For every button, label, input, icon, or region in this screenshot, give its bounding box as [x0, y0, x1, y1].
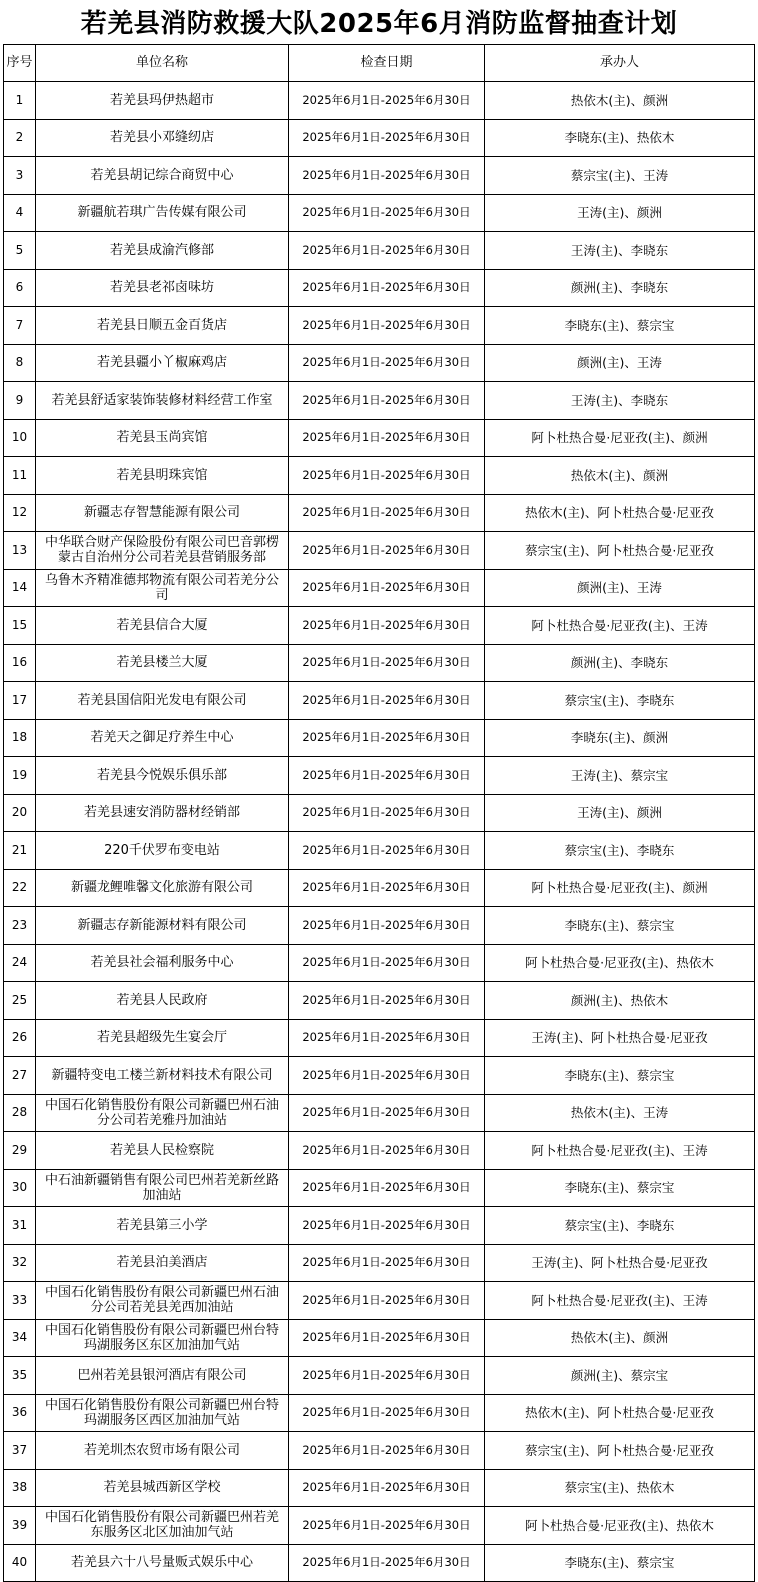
table-row	[4, 307, 755, 345]
cell-inspection-date: 2025年6月1日-2025年6月30日	[289, 532, 485, 570]
cell-responsible-person: 蔡宗宝(主)、热依木	[485, 1469, 755, 1507]
cell-serial-number: 27	[4, 1057, 36, 1095]
cell-unit-name: 若羌县老祁卤味坊	[36, 269, 289, 307]
cell-unit-name: 若羌县疆小丫椒麻鸡店	[36, 344, 289, 382]
cell-inspection-date: 2025年6月1日-2025年6月30日	[289, 157, 485, 195]
cell-serial-number: 34	[4, 1319, 36, 1357]
cell-serial-number: 17	[4, 682, 36, 720]
cell-inspection-date: 2025年6月1日-2025年6月30日	[289, 1169, 485, 1207]
table-row	[4, 757, 755, 795]
cell-unit-name: 若羌圳杰农贸市场有限公司	[36, 1432, 289, 1470]
table-row	[4, 1244, 755, 1282]
cell-serial-number: 14	[4, 569, 36, 607]
cell-responsible-person: 李晓东(主)、蔡宗宝	[485, 307, 755, 345]
cell-inspection-date: 2025年6月1日-2025年6月30日	[289, 344, 485, 382]
cell-inspection-date: 2025年6月1日-2025年6月30日	[289, 832, 485, 870]
cell-unit-name: 新疆龙鲤唯馨文化旅游有限公司	[36, 869, 289, 907]
cell-serial-number: 21	[4, 832, 36, 870]
table-row	[4, 419, 755, 457]
cell-serial-number: 12	[4, 494, 36, 532]
table-row	[4, 982, 755, 1020]
cell-unit-name: 若羌县社会福利服务中心	[36, 944, 289, 982]
cell-serial-number: 3	[4, 157, 36, 195]
cell-responsible-person: 阿卜杜热合曼·尼亚孜(主)、颜洲	[485, 869, 755, 907]
cell-serial-number: 38	[4, 1469, 36, 1507]
table-row	[4, 1507, 755, 1545]
cell-unit-name: 若羌县国信阳光发电有限公司	[36, 682, 289, 720]
cell-inspection-date: 2025年6月1日-2025年6月30日	[289, 269, 485, 307]
cell-unit-name: 新疆志存智慧能源有限公司	[36, 494, 289, 532]
cell-responsible-person: 李晓东(主)、热依木	[485, 119, 755, 157]
cell-unit-name: 巴州若羌县银河酒店有限公司	[36, 1357, 289, 1395]
table-row	[4, 907, 755, 945]
table-body	[4, 82, 755, 1582]
cell-unit-name: 若羌县楼兰大厦	[36, 644, 289, 682]
cell-inspection-date: 2025年6月1日-2025年6月30日	[289, 1507, 485, 1545]
table-row	[4, 494, 755, 532]
table-row	[4, 1207, 755, 1245]
table-row	[4, 832, 755, 870]
cell-serial-number: 26	[4, 1019, 36, 1057]
cell-unit-name: 若羌县舒适家装饰装修材料经营工作室	[36, 382, 289, 420]
cell-unit-name: 中国石化销售股份有限公司新疆巴州台特玛湖服务区东区加油加气站	[36, 1319, 289, 1357]
cell-unit-name: 若羌县明珠宾馆	[36, 457, 289, 495]
cell-inspection-date: 2025年6月1日-2025年6月30日	[289, 1094, 485, 1132]
cell-inspection-date: 2025年6月1日-2025年6月30日	[289, 1019, 485, 1057]
cell-serial-number: 22	[4, 869, 36, 907]
cell-serial-number: 33	[4, 1282, 36, 1320]
header-unit-name: 单位名称	[36, 45, 289, 82]
table-row	[4, 1019, 755, 1057]
cell-responsible-person: 王涛(主)、李晓东	[485, 382, 755, 420]
table-row	[4, 232, 755, 270]
cell-responsible-person: 蔡宗宝(主)、李晓东	[485, 832, 755, 870]
cell-responsible-person: 王涛(主)、颜洲	[485, 794, 755, 832]
cell-unit-name: 若羌县玉尚宾馆	[36, 419, 289, 457]
cell-responsible-person: 热依木(主)、阿卜杜热合曼·尼亚孜	[485, 494, 755, 532]
cell-serial-number: 23	[4, 907, 36, 945]
cell-serial-number: 40	[4, 1544, 36, 1582]
cell-responsible-person: 李晓东(主)、颜洲	[485, 719, 755, 757]
cell-serial-number: 37	[4, 1432, 36, 1470]
cell-responsible-person: 热依木(主)、颜洲	[485, 457, 755, 495]
table-row	[4, 682, 755, 720]
table-row	[4, 1544, 755, 1582]
cell-unit-name: 若羌县速安消防器材经销部	[36, 794, 289, 832]
cell-responsible-person: 颜洲(主)、热依木	[485, 982, 755, 1020]
cell-unit-name: 若羌县小邓缝纫店	[36, 119, 289, 157]
cell-inspection-date: 2025年6月1日-2025年6月30日	[289, 419, 485, 457]
cell-responsible-person: 阿卜杜热合曼·尼亚孜(主)、王涛	[485, 1282, 755, 1320]
cell-serial-number: 18	[4, 719, 36, 757]
table-row	[4, 794, 755, 832]
cell-responsible-person: 王涛(主)、颜洲	[485, 194, 755, 232]
table-row	[4, 644, 755, 682]
table-row	[4, 532, 755, 570]
table-row	[4, 569, 755, 607]
cell-responsible-person: 王涛(主)、蔡宗宝	[485, 757, 755, 795]
cell-unit-name: 若羌县胡记综合商贸中心	[36, 157, 289, 195]
cell-unit-name: 中国石化销售股份有限公司新疆巴州石油分公司若羌雅丹加油站	[36, 1094, 289, 1132]
cell-responsible-person: 李晓东(主)、蔡宗宝	[485, 1057, 755, 1095]
cell-responsible-person: 阿卜杜热合曼·尼亚孜(主)、热依木	[485, 944, 755, 982]
cell-serial-number: 11	[4, 457, 36, 495]
cell-responsible-person: 热依木(主)、阿卜杜热合曼·尼亚孜	[485, 1394, 755, 1432]
cell-responsible-person: 蔡宗宝(主)、阿卜杜热合曼·尼亚孜	[485, 532, 755, 570]
cell-unit-name: 若羌县今悦娱乐俱乐部	[36, 757, 289, 795]
cell-inspection-date: 2025年6月1日-2025年6月30日	[289, 1132, 485, 1170]
cell-inspection-date: 2025年6月1日-2025年6月30日	[289, 982, 485, 1020]
cell-responsible-person: 李晓东(主)、蔡宗宝	[485, 907, 755, 945]
cell-unit-name: 220千伏罗布变电站	[36, 832, 289, 870]
cell-inspection-date: 2025年6月1日-2025年6月30日	[289, 382, 485, 420]
cell-unit-name: 若羌县城西新区学校	[36, 1469, 289, 1507]
cell-serial-number: 10	[4, 419, 36, 457]
cell-inspection-date: 2025年6月1日-2025年6月30日	[289, 494, 485, 532]
cell-inspection-date: 2025年6月1日-2025年6月30日	[289, 119, 485, 157]
cell-serial-number: 20	[4, 794, 36, 832]
cell-inspection-date: 2025年6月1日-2025年6月30日	[289, 757, 485, 795]
cell-unit-name: 若羌县玛伊热超市	[36, 82, 289, 120]
cell-inspection-date: 2025年6月1日-2025年6月30日	[289, 907, 485, 945]
cell-responsible-person: 李晓东(主)、蔡宗宝	[485, 1544, 755, 1582]
cell-inspection-date: 2025年6月1日-2025年6月30日	[289, 307, 485, 345]
cell-inspection-date: 2025年6月1日-2025年6月30日	[289, 1469, 485, 1507]
table-row	[4, 1094, 755, 1132]
table-row	[4, 1057, 755, 1095]
cell-responsible-person: 热依木(主)、颜洲	[485, 1319, 755, 1357]
header-inspection-date: 检查日期	[289, 45, 485, 82]
cell-unit-name: 若羌县人民政府	[36, 982, 289, 1020]
cell-serial-number: 6	[4, 269, 36, 307]
cell-responsible-person: 颜洲(主)、李晓东	[485, 644, 755, 682]
cell-serial-number: 25	[4, 982, 36, 1020]
cell-responsible-person: 热依木(主)、王涛	[485, 1094, 755, 1132]
cell-inspection-date: 2025年6月1日-2025年6月30日	[289, 1432, 485, 1470]
table-row	[4, 457, 755, 495]
cell-inspection-date: 2025年6月1日-2025年6月30日	[289, 82, 485, 120]
cell-serial-number: 15	[4, 607, 36, 645]
cell-serial-number: 16	[4, 644, 36, 682]
cell-inspection-date: 2025年6月1日-2025年6月30日	[289, 1244, 485, 1282]
cell-responsible-person: 蔡宗宝(主)、李晓东	[485, 1207, 755, 1245]
cell-serial-number: 5	[4, 232, 36, 270]
cell-responsible-person: 颜洲(主)、李晓东	[485, 269, 755, 307]
table-row	[4, 1394, 755, 1432]
cell-unit-name: 乌鲁木齐精准德邦物流有限公司若羌分公司	[36, 569, 289, 607]
cell-serial-number: 19	[4, 757, 36, 795]
cell-serial-number: 39	[4, 1507, 36, 1545]
cell-unit-name: 新疆航若琪广告传媒有限公司	[36, 194, 289, 232]
cell-responsible-person: 颜洲(主)、王涛	[485, 344, 755, 382]
cell-responsible-person: 王涛(主)、李晓东	[485, 232, 755, 270]
cell-inspection-date: 2025年6月1日-2025年6月30日	[289, 607, 485, 645]
cell-serial-number: 8	[4, 344, 36, 382]
cell-inspection-date: 2025年6月1日-2025年6月30日	[289, 719, 485, 757]
table-row	[4, 119, 755, 157]
cell-unit-name: 若羌天之御足疗养生中心	[36, 719, 289, 757]
cell-inspection-date: 2025年6月1日-2025年6月30日	[289, 1319, 485, 1357]
cell-unit-name: 若羌县六十八号量贩式娱乐中心	[36, 1544, 289, 1582]
cell-serial-number: 7	[4, 307, 36, 345]
cell-inspection-date: 2025年6月1日-2025年6月30日	[289, 1394, 485, 1432]
cell-unit-name: 中石油新疆销售有限公司巴州若羌新丝路加油站	[36, 1169, 289, 1207]
table-row	[4, 194, 755, 232]
cell-inspection-date: 2025年6月1日-2025年6月30日	[289, 869, 485, 907]
cell-inspection-date: 2025年6月1日-2025年6月30日	[289, 194, 485, 232]
table-row	[4, 382, 755, 420]
cell-responsible-person: 蔡宗宝(主)、李晓东	[485, 682, 755, 720]
table-row	[4, 1469, 755, 1507]
table-row	[4, 944, 755, 982]
cell-inspection-date: 2025年6月1日-2025年6月30日	[289, 1207, 485, 1245]
cell-unit-name: 中国石化销售股份有限公司新疆巴州石油分公司若羌县羌西加油站	[36, 1282, 289, 1320]
cell-inspection-date: 2025年6月1日-2025年6月30日	[289, 569, 485, 607]
cell-inspection-date: 2025年6月1日-2025年6月30日	[289, 794, 485, 832]
table-row	[4, 82, 755, 120]
cell-serial-number: 36	[4, 1394, 36, 1432]
cell-serial-number: 28	[4, 1094, 36, 1132]
cell-unit-name: 中国石化销售股份有限公司新疆巴州台特玛湖服务区西区加油加气站	[36, 1394, 289, 1432]
cell-serial-number: 31	[4, 1207, 36, 1245]
cell-inspection-date: 2025年6月1日-2025年6月30日	[289, 644, 485, 682]
cell-serial-number: 29	[4, 1132, 36, 1170]
cell-inspection-date: 2025年6月1日-2025年6月30日	[289, 232, 485, 270]
cell-responsible-person: 李晓东(主)、蔡宗宝	[485, 1169, 755, 1207]
cell-serial-number: 32	[4, 1244, 36, 1282]
cell-unit-name: 中国石化销售股份有限公司新疆巴州若羌东服务区北区加油加气站	[36, 1507, 289, 1545]
inspection-plan-table	[3, 44, 755, 1582]
cell-responsible-person: 王涛(主)、阿卜杜热合曼·尼亚孜	[485, 1019, 755, 1057]
cell-unit-name: 若羌县第三小学	[36, 1207, 289, 1245]
cell-serial-number: 35	[4, 1357, 36, 1395]
table-row	[4, 157, 755, 195]
cell-serial-number: 30	[4, 1169, 36, 1207]
cell-unit-name: 中华联合财产保险股份有限公司巴音郭楞蒙古自治州分公司若羌县营销服务部	[36, 532, 289, 570]
table-row	[4, 1432, 755, 1470]
cell-responsible-person: 王涛(主)、阿卜杜热合曼·尼亚孜	[485, 1244, 755, 1282]
header-row	[4, 45, 755, 82]
cell-unit-name: 若羌县信合大厦	[36, 607, 289, 645]
cell-responsible-person: 阿卜杜热合曼·尼亚孜(主)、颜洲	[485, 419, 755, 457]
cell-inspection-date: 2025年6月1日-2025年6月30日	[289, 1057, 485, 1095]
table-header	[4, 45, 755, 82]
cell-serial-number: 1	[4, 82, 36, 120]
cell-inspection-date: 2025年6月1日-2025年6月30日	[289, 682, 485, 720]
table-row	[4, 344, 755, 382]
cell-responsible-person: 阿卜杜热合曼·尼亚孜(主)、王涛	[485, 607, 755, 645]
table-row	[4, 719, 755, 757]
cell-responsible-person: 阿卜杜热合曼·尼亚孜(主)、热依木	[485, 1507, 755, 1545]
cell-inspection-date: 2025年6月1日-2025年6月30日	[289, 1357, 485, 1395]
table-row	[4, 1319, 755, 1357]
cell-responsible-person: 热依木(主)、颜洲	[485, 82, 755, 120]
cell-unit-name: 若羌县人民检察院	[36, 1132, 289, 1170]
header-responsible-person: 承办人	[485, 45, 755, 82]
table-row	[4, 1357, 755, 1395]
table-row	[4, 1169, 755, 1207]
cell-unit-name: 若羌县超级先生宴会厅	[36, 1019, 289, 1057]
cell-inspection-date: 2025年6月1日-2025年6月30日	[289, 1544, 485, 1582]
cell-responsible-person: 蔡宗宝(主)、王涛	[485, 157, 755, 195]
cell-serial-number: 4	[4, 194, 36, 232]
cell-inspection-date: 2025年6月1日-2025年6月30日	[289, 1282, 485, 1320]
cell-responsible-person: 颜洲(主)、王涛	[485, 569, 755, 607]
table-row	[4, 269, 755, 307]
cell-serial-number: 24	[4, 944, 36, 982]
cell-inspection-date: 2025年6月1日-2025年6月30日	[289, 944, 485, 982]
cell-unit-name: 若羌县泊美酒店	[36, 1244, 289, 1282]
cell-unit-name: 若羌县成渝汽修部	[36, 232, 289, 270]
cell-unit-name: 若羌县日顺五金百货店	[36, 307, 289, 345]
cell-responsible-person: 颜洲(主)、蔡宗宝	[485, 1357, 755, 1395]
table-row	[4, 607, 755, 645]
cell-unit-name: 新疆特变电工楼兰新材料技术有限公司	[36, 1057, 289, 1095]
header-serial-number: 序号	[4, 45, 36, 82]
table-row	[4, 1132, 755, 1170]
cell-inspection-date: 2025年6月1日-2025年6月30日	[289, 457, 485, 495]
cell-serial-number: 13	[4, 532, 36, 570]
cell-responsible-person: 阿卜杜热合曼·尼亚孜(主)、王涛	[485, 1132, 755, 1170]
table-row	[4, 869, 755, 907]
cell-unit-name: 新疆志存新能源材料有限公司	[36, 907, 289, 945]
cell-serial-number: 9	[4, 382, 36, 420]
cell-responsible-person: 蔡宗宝(主)、阿卜杜热合曼·尼亚孜	[485, 1432, 755, 1470]
document-title: 若羌县消防救援大队2025年6月消防监督抽查计划	[80, 9, 678, 39]
table-row	[4, 1282, 755, 1320]
cell-serial-number: 2	[4, 119, 36, 157]
